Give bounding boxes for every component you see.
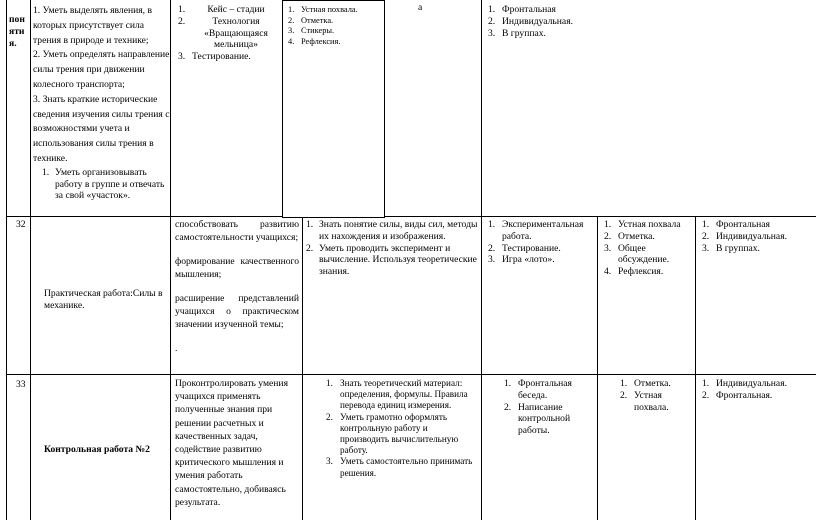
result-item: Знать теоретический материал: определения, формулы. Правила перевода единиц измерения. [340,378,468,411]
grid-line [6,0,7,520]
grid-line [6,216,816,217]
row-32-results [305,219,479,278]
assessment-item: Общее обсуждение. [618,242,670,266]
form-item: Индивидуальная. [716,378,788,389]
method-item: Тестирование. [502,242,561,254]
assessment-item: Отметка. [301,15,334,25]
row-32-methods [484,219,596,266]
form-item: В группах. [716,242,760,254]
row-32-forms [698,219,816,254]
grid-line [30,0,31,520]
row-33-goals [175,377,299,509]
lesson-topic: Контрольная работа №2 [44,444,150,455]
fragment-letter: а [418,2,423,13]
result-item: Знать понятие силы, виды сил, методы их нахождения и изображения. [319,219,478,242]
row-32-number [16,219,26,231]
form-item: Фронтальная [716,219,770,230]
top-row-first-cell [9,14,28,49]
assessment-item: Устная похвала. [301,5,358,14]
row-33-forms [698,378,816,402]
result-item: Уметь грамотно оформлять контрольную работу и производить вычислительную работу. [340,411,459,456]
row-32-topic [44,288,164,312]
method-item: Тестирование. [192,51,251,63]
form-item: Индивидуальная. [716,230,788,242]
goal-paragraph: . [175,343,178,355]
lesson-number: 32 [16,219,26,230]
row-33-results [322,378,478,479]
method-item: Написание контрольной работы. [518,401,571,437]
assessment-item: Стикеры. [301,26,335,35]
row-33-number [16,379,26,391]
assessment-item: Устная похвала. [634,389,669,413]
goal-item: 1. Уметь выделять явления, в которых присутствует сила трения в природе и технике; [33,5,152,46]
assessment-item: Рефлексия. [301,36,341,46]
method-item: Экспериментальная работа. [502,219,584,242]
assessment-popup-box [282,0,385,218]
grid-line [481,0,482,520]
assessment-item: Отметка. [634,378,671,389]
method-item: Кейс – стадии [207,4,265,15]
goal-paragraph: Проконтролировать умения учащихся применять полученные знания при решении расчетных и качественных задач, содействие развитию критического мышления и умения работать самостоятельно, добиваясь результата. [175,378,288,508]
row-32-goals [175,219,299,356]
result-item: Уметь самостоятельно принимать решения. [340,456,473,478]
grid-line [302,216,303,520]
row-33-methods [500,378,594,437]
top-row-methods-cell [174,4,280,63]
grid-line [695,216,696,520]
method-item: Фронтальная беседа. [518,378,572,401]
top-row-fragment-cell [418,2,438,14]
goal-paragraph: способствовать развитию самостоятельности учащихся; [175,219,299,243]
goal-paragraph: расширение представлений учащихся о практическом значении изученной темы; [175,293,299,330]
top-row-forms-cell [484,4,614,39]
lesson-topic: Практическая работа:Силы в механике. [44,288,163,311]
form-item: Индивидуальная. [502,15,574,27]
result-item: Уметь проводить эксперимент и вычисление. Используя теоретические знания. [319,242,477,278]
goal-paragraph: формирование качественного мышления; [175,256,299,280]
assessment-item: Отметка. [618,230,655,242]
goal-list-item: Уметь организовывать работу в группе и отвечать за свой «участок». [55,166,165,202]
assessment-item: Рефлексия. [618,266,664,278]
top-row-goals-cell [33,4,170,202]
form-item: В группах. [502,27,546,39]
row-32-assessment [600,219,694,278]
row-33-topic [44,444,168,456]
form-item: Фронтальная [502,4,556,15]
form-item: Фронтальная. [716,389,773,401]
assessment-item: Устная похвала [618,219,681,230]
goal-item: 3. Знать краткие исторические сведения изучения силы трения с возможностями учета и использования силы трения в технике. [33,93,170,164]
grid-line [597,216,598,520]
grid-line [170,0,171,520]
top-row-fragment-text: пон яти я. [9,14,25,49]
row-33-assessment [616,378,694,413]
method-item: Игра «лото». [502,254,555,266]
grid-line [6,374,816,375]
lesson-number: 33 [16,379,26,390]
goal-item: 2. Уметь определять направление силы трения при движении колесного транспорта; [33,49,170,90]
method-item: Технология «Вращающаяся мельница» [204,15,268,51]
